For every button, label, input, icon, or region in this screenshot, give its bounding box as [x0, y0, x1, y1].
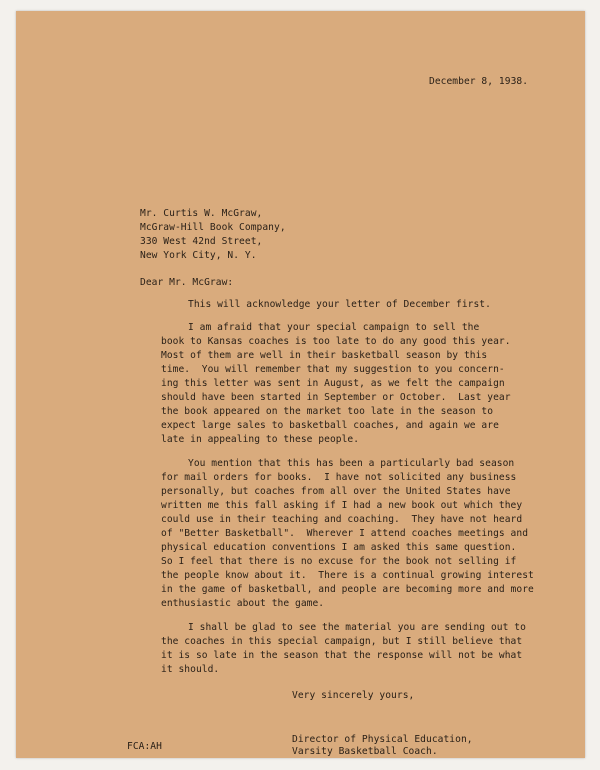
paragraph-4-line: it should.	[161, 664, 220, 675]
paragraph-3-line: personally, but coaches from all over the United States have	[161, 486, 511, 497]
paragraph-1-line: This will acknowledge your letter of December first.	[188, 299, 491, 310]
paragraph-2-line: book to Kansas coaches is too late to do any good this year.	[161, 336, 511, 347]
recipient-company: McGraw-Hill Book Company,	[140, 222, 286, 233]
paragraph-3-line: for mail orders for books. I have not solicited any business	[161, 472, 517, 483]
paragraph-2-line: I am afraid that your special campaign to sell the	[188, 322, 480, 333]
closing: Very sincerely yours,	[292, 690, 415, 701]
recipient-name: Mr. Curtis W. McGraw,	[140, 208, 263, 219]
paragraph-3-line: So I feel that there is no excuse for the book not selling if	[161, 556, 517, 567]
recipient-city: New York City, N. Y.	[140, 250, 257, 261]
paragraph-3-line: of "Better Basketball". Wherever I attend coaches meetings and	[161, 528, 529, 539]
recipient-street: 330 West 42nd Street,	[140, 236, 263, 247]
paragraph-2-line: expect large sales to basketball coaches, and again we are	[161, 420, 499, 431]
paragraph-2-line: the book appeared on the market too late in the season to	[161, 406, 494, 417]
paragraph-3-line: could use in their teaching and coaching. They have not heard	[161, 514, 523, 525]
paragraph-2-line: Most of them are well in their basketball season by this	[161, 350, 488, 361]
signature-title-1: Director of Physical Education,	[292, 734, 473, 745]
letter-page	[16, 11, 585, 758]
salutation: Dear Mr. McGraw:	[140, 277, 234, 288]
paragraph-2-line: late in appealing to these people.	[161, 434, 360, 445]
paragraph-3-line: enthusiastic about the game.	[161, 598, 325, 609]
paragraph-2-line: should have been started in September or October. Last year	[161, 392, 511, 403]
paragraph-4-line: it is so late in the season that the response will not be what	[161, 650, 523, 661]
paragraph-2-line: ing this letter was sent in August, as we felt the campaign	[161, 378, 505, 389]
paragraph-4-line: the coaches in this special campaign, but I still believe that	[161, 636, 523, 647]
typist-initials: FCA:AH	[127, 741, 162, 752]
paragraph-4-line: I shall be glad to see the material you are sending out to	[188, 622, 526, 633]
paragraph-3-line: in the game of basketball, and people are becoming more and more	[161, 584, 534, 595]
signature-title-2: Varsity Basketball Coach.	[292, 746, 438, 757]
paragraph-3-line: the people know about it. There is a continual growing interest	[161, 570, 534, 581]
paragraph-3-line: physical education conventions I am asked this same question.	[161, 542, 517, 553]
paragraph-3-line: You mention that this has been a particularly bad season	[188, 458, 515, 469]
paragraph-3-line: written me this fall asking if I had a new book out which they	[161, 500, 523, 511]
paragraph-2-line: time. You will remember that my suggestion to you concern-	[161, 364, 505, 375]
letter-date: December 8, 1938.	[429, 76, 529, 87]
